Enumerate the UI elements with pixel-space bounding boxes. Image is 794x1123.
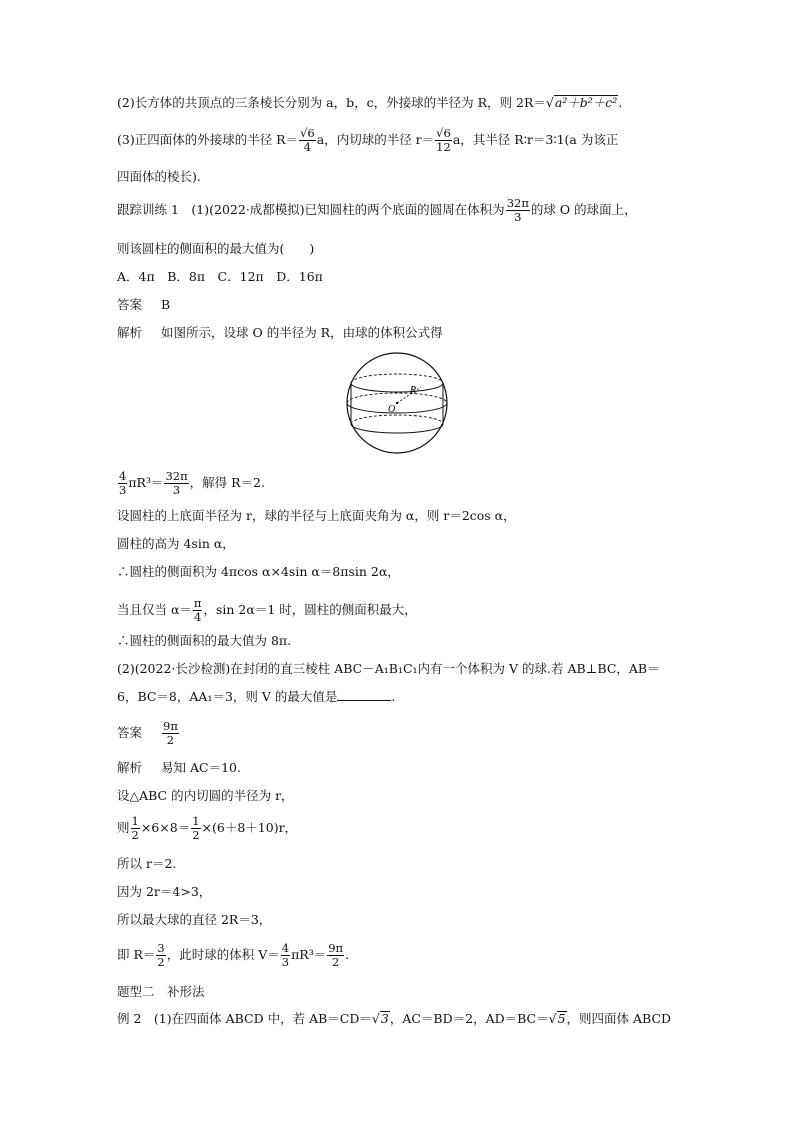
- sqrt-expression: √a²＋b²＋c²: [545, 95, 618, 110]
- denominator: 12: [436, 140, 451, 154]
- radius-label: R: [410, 385, 417, 396]
- fraction: [156, 942, 165, 969]
- denominator: 3: [164, 483, 188, 497]
- denominator: 2: [162, 733, 179, 747]
- fraction: [327, 942, 344, 969]
- fraction: [193, 597, 203, 624]
- denominator: 2: [131, 828, 139, 842]
- fraction: [164, 470, 188, 497]
- bottom-base-front: [351, 424, 443, 433]
- numerator: 32π: [165, 469, 188, 483]
- numerator: π: [193, 596, 202, 610]
- answer-label: 答案: [117, 725, 143, 740]
- numerator: 9π: [163, 719, 178, 733]
- fraction: [131, 815, 140, 842]
- line-cylinder-height: 圆柱的高为 4sin α，: [117, 536, 235, 551]
- numerator: √6: [300, 126, 315, 140]
- analysis-row: [117, 324, 443, 342]
- center-label: O: [388, 404, 396, 415]
- fraction: [299, 127, 316, 154]
- text: 跟踪训练 1 (1)(2022·成都模拟)已知圆柱的两个底面的圆周在体积为: [117, 202, 505, 217]
- text: 例 2 (1)在四面体 ABCD 中，若 AB＝CD＝: [117, 1011, 372, 1026]
- analysis-text: 易知 AC＝10.: [161, 760, 241, 775]
- text: (2)长方体的共顶点的三条棱长分别为 a，b，c，外接球的半径为 R，则 2R＝: [117, 95, 546, 110]
- section-heading: 题型二 补形法: [117, 984, 205, 999]
- text: .: [345, 947, 350, 962]
- numerator: 4: [119, 469, 127, 483]
- fraction: [435, 127, 452, 154]
- center-point: [396, 402, 398, 404]
- analysis-text: 如图所示，设球 O 的半径为 R，由球的体积公式得: [161, 325, 443, 340]
- line-regular-tetrahedron: [117, 127, 618, 154]
- text: .: [618, 95, 623, 110]
- line-question: 则该圆柱的侧面积的最大值为( ): [117, 241, 315, 256]
- text: 则: [117, 820, 130, 835]
- top-base-back: [351, 374, 443, 383]
- text: a，内切球的半径 r＝: [316, 132, 435, 147]
- numerator: √6: [436, 126, 451, 140]
- denominator: 4: [299, 140, 316, 154]
- numerator: 32π: [506, 196, 529, 210]
- line-problem-2-continued: [117, 688, 395, 706]
- fraction: [118, 470, 127, 497]
- answer-row: [117, 296, 170, 314]
- line-cylinder-radius: 设圆柱的上底面半径为 r，球的半径与上底面夹角为 α，则 r＝2cos α，: [117, 508, 516, 523]
- line-choices: A．4π B．8π C．12π D．16π: [117, 269, 323, 284]
- line-area-equation: [117, 815, 297, 842]
- text: ×6×8＝: [140, 820, 191, 835]
- fraction: [281, 942, 290, 969]
- line-tetrahedron-continuation: 四面体的棱长).: [117, 169, 201, 184]
- denominator: 2: [192, 828, 200, 842]
- denominator: 3: [119, 483, 127, 497]
- equator-back: [347, 393, 447, 403]
- line-problem-2: (2)(2022·长沙检测)在封闭的直三棱柱 ABC－A₁B₁C₁内有一个体积为 V 的球.若 AB⊥BC，AB＝: [117, 661, 660, 676]
- radicand: a²＋b²＋c²: [554, 95, 618, 110]
- text: ，sin 2α＝1 时，圆柱的侧面积最大，: [203, 602, 417, 617]
- text: a，其半径 R∶r＝3∶1(a 为该正: [452, 132, 619, 147]
- top-base-front: [351, 383, 443, 392]
- radius-line: [397, 387, 421, 403]
- line-comparison: 因为 2r＝4>3，: [117, 884, 212, 899]
- line-outer-sphere-cuboid: [117, 94, 622, 112]
- radicand: 5: [557, 1011, 566, 1026]
- analysis-label: 解析: [117, 325, 143, 340]
- denominator: 2: [157, 955, 165, 969]
- text: .: [391, 689, 396, 704]
- text: ，AC＝BD＝2，AD＝BC＝: [389, 1011, 549, 1026]
- line-lateral-area: ∴圆柱的侧面积为 4πcos α×4sin α＝8πsin 2α，: [117, 564, 400, 579]
- answer-value: B: [161, 297, 171, 312]
- line-r-value: 所以 r＝2.: [117, 856, 177, 871]
- text: (3)正四面体的外接球的半径 R＝: [117, 132, 299, 147]
- answer-blank: [337, 688, 391, 701]
- sphere-cylinder-figure: [344, 350, 450, 456]
- numerator: 1: [192, 814, 200, 828]
- numerator: 4: [281, 941, 290, 955]
- text: 6，BC＝8，AA₁＝3，则 V 的最大值是: [117, 689, 338, 704]
- text: πR³＝: [128, 475, 164, 490]
- line-example-2: [117, 1010, 671, 1028]
- text: 当且仅当 α＝: [117, 602, 192, 617]
- denominator: 4: [194, 610, 202, 624]
- fraction: [506, 197, 530, 224]
- line-diameter: 所以最大球的直径 2R＝3，: [117, 912, 272, 927]
- text: ，则四面体 ABCD: [566, 1011, 672, 1026]
- line-follow-up-exercise: [117, 197, 637, 224]
- fraction: [162, 720, 179, 747]
- numerator: 1: [131, 814, 139, 828]
- sqrt-expression: √3: [371, 1011, 389, 1026]
- text: πR³＝: [291, 947, 327, 962]
- text: ，此时球的体积 V＝: [166, 947, 280, 962]
- text: 即 R＝: [117, 947, 156, 962]
- sqrt-expression: √5: [548, 1011, 566, 1026]
- numerator: 3: [157, 941, 165, 955]
- denominator: 3: [506, 210, 530, 224]
- radicand: 3: [380, 1011, 389, 1026]
- line-max-value: ∴圆柱的侧面积的最大值为 8π.: [117, 633, 292, 648]
- bottom-base-back: [351, 415, 443, 424]
- text: 的球 O 的球面上，: [530, 202, 637, 217]
- line-volume-equation: [117, 470, 265, 497]
- text: ，解得 R＝2.: [189, 475, 265, 490]
- denominator: 2: [327, 955, 344, 969]
- line-max-volume: [117, 942, 349, 969]
- fraction: [191, 815, 200, 842]
- equator-front: [347, 403, 447, 413]
- answer-row: [117, 720, 180, 747]
- denominator: 3: [281, 955, 290, 969]
- line-incircle: 设△ABC 的内切圆的半径为 r，: [117, 788, 294, 803]
- numerator: 9π: [328, 941, 344, 955]
- answer-label: 答案: [117, 297, 143, 312]
- analysis-row: [117, 759, 241, 777]
- line-maximum-condition: [117, 597, 417, 624]
- analysis-label: 解析: [117, 760, 143, 775]
- text: ×(6＋8＋10)r，: [201, 820, 298, 835]
